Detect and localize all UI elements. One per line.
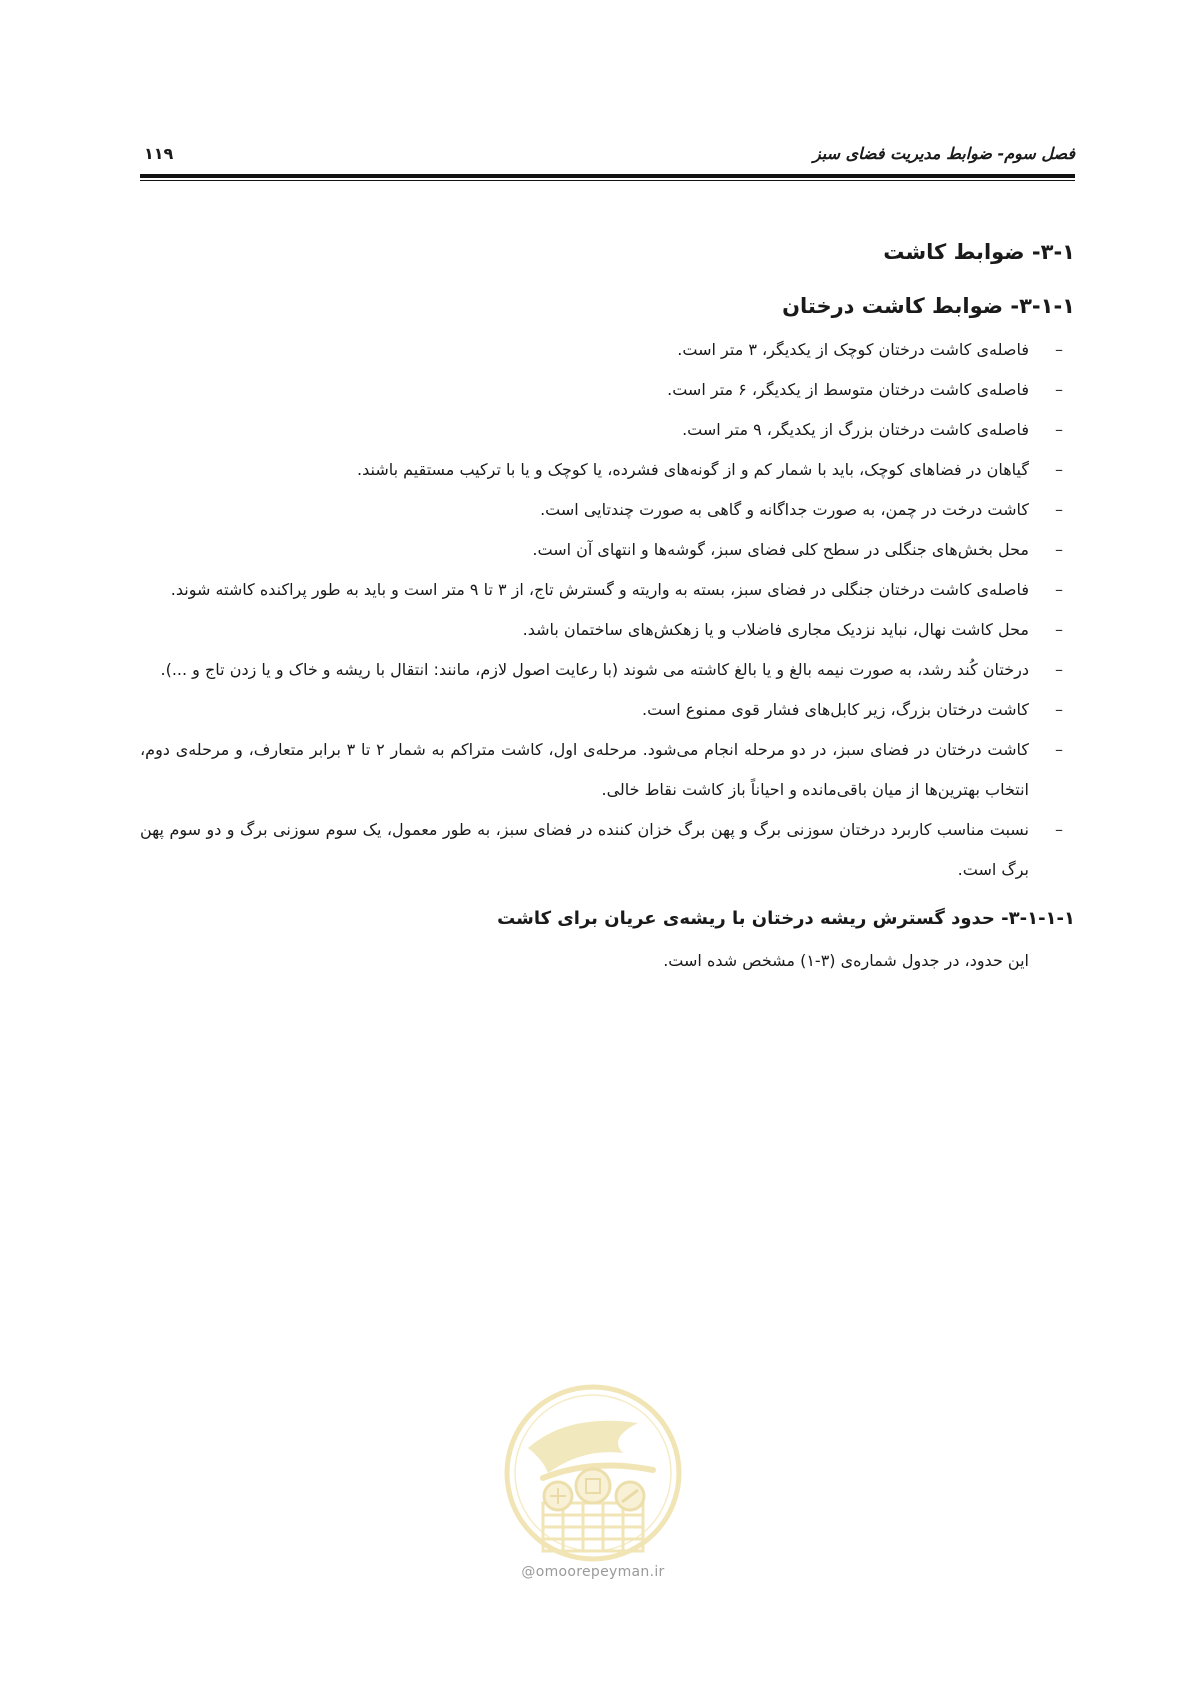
list-item: – کاشت درخت در چمن، به صورت جداگانه و گاهی به صورت چندتایی است. — [140, 490, 1075, 530]
subsection-heading: ۳-۱-۱- ضوابط کاشت درختان — [782, 294, 1075, 318]
page-number: ۱۱۹ — [144, 144, 174, 163]
planting-rules-list — [140, 330, 1075, 890]
list-item: – محل کاشت نهال، نباید نزدیک مجاری فاضلاب و یا زهکش‌های ساختمان باشد. — [140, 610, 1075, 650]
list-item: – کاشت درختان بزرگ، زیر کابل‌های فشار قوی ممنوع است. — [140, 690, 1075, 730]
list-item: – درختان کُند رشد، به صورت نیمه بالغ و یا بالغ کاشته می شوند (با رعایت اصول لازم، مانند: انتقال با ریشه و خاک و یا زدن تاج و ...). — [140, 650, 1075, 690]
list-item: – محل بخش‌های جنگلی در سطح کلی فضای سبز، گوشه‌ها و انتهای آن است. — [140, 530, 1075, 570]
header-rule-thin — [140, 180, 1075, 181]
list-item: – فاصله‌ی کاشت درختان کوچک از یکدیگر، ۳ متر است. — [140, 330, 1075, 370]
table-reference-paragraph: این حدود، در جدول شماره‌ی (۳-۱) مشخص شده است. — [663, 951, 1029, 970]
running-header — [140, 140, 1075, 176]
main-content — [140, 240, 1075, 981]
list-item: – کاشت درختان در فضای سبز، در دو مرحله انجام می‌شود. مرحله‌ی اول، کاشت متراکم به شمار ۲ تا ۳ برابر متعارف، و مرحله‌ی دوم، انتخاب بهترین‌ها از میان باقی‌مانده و احیاناً باز کاشت نقاط خالی. — [140, 730, 1075, 810]
list-item: – نسبت مناسب کاربرد درختان سوزنی برگ و پهن برگ خزان کننده در فضای سبز، به طور معمول، یک سوم سوزنی برگ و دو سوم پهن برگ است. — [140, 810, 1075, 890]
subsubsection-heading: ۳-۱-۱-۱- حدود گسترش ریشه درختان با ریشه‌ی عریان برای کاشت — [497, 908, 1075, 929]
list-item: – فاصله‌ی کاشت درختان بزرگ از یکدیگر، ۹ متر است. — [140, 410, 1075, 450]
section-heading: ۳-۱- ضوابط کاشت — [883, 240, 1075, 264]
watermark-url: @omoorepeyman.ir — [521, 1564, 665, 1580]
list-item: – گیاهان در فضاهای کوچک، باید با شمار کم و از گونه‌های فشرده، یا کوچک و یا با ترکیب مستقیم باشند. — [140, 450, 1075, 490]
omoorepeyman-seal-icon — [488, 1378, 698, 1568]
list-item: – فاصله‌ی کاشت درختان متوسط از یکدیگر، ۶ متر است. — [140, 370, 1075, 410]
chapter-title: فصل سوم- ضوابط مدیریت فضای سبز — [812, 144, 1075, 163]
header-rule-thick — [140, 174, 1075, 178]
list-item: – فاصله‌ی کاشت درختان جنگلی در فضای سبز، بسته به واریته و گسترش تاج، از ۳ تا ۹ متر است و باید به طور پراکنده کاشته شوند. — [140, 570, 1075, 610]
